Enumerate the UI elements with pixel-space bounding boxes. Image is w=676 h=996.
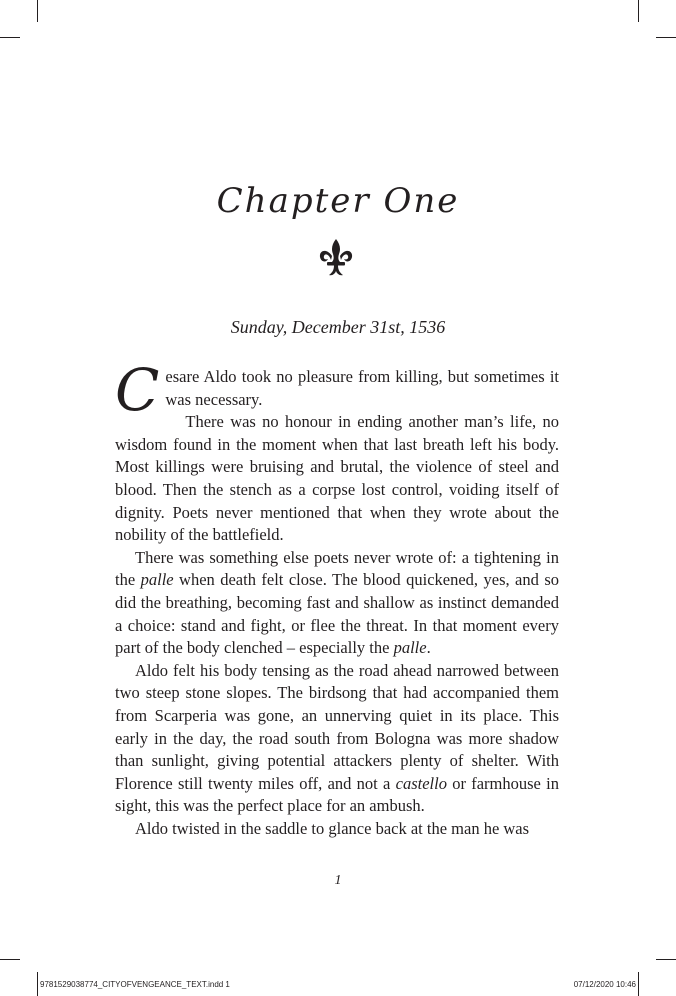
- crop-mark-bottom-left: [37, 972, 38, 996]
- crop-mark-bottom-left-h: [0, 959, 20, 960]
- italic-word: castello: [395, 773, 447, 793]
- crop-mark-bottom-right-h: [656, 959, 676, 960]
- slug-filename: 9781529038774_CITYOFVENGEANCE_TEXT.indd 1: [40, 980, 230, 989]
- chapter-title: Chapter One: [216, 180, 460, 221]
- paragraph-3: [115, 547, 559, 660]
- page-number: 1: [334, 873, 342, 888]
- italic-word: palle: [393, 638, 427, 658]
- body-text: [115, 356, 559, 840]
- paragraph-4: [115, 660, 559, 818]
- paragraph-1-text: esare Aldo took no pleasure from killing, but sometimes it was necessary.: [165, 367, 559, 409]
- crop-mark-bottom-right: [638, 972, 639, 996]
- drop-cap: C: [115, 356, 160, 424]
- fleur-de-lis-icon: [318, 238, 354, 280]
- italic-word: palle: [140, 570, 174, 590]
- paragraph-5: Aldo twisted in the saddle to glance back at the man he was: [135, 818, 530, 838]
- crop-mark-top-right-h: [656, 37, 676, 38]
- chapter-date: Sunday, December 31st, 1536: [230, 317, 446, 337]
- text-run: There was something else poets never wrote of: a tightening in the: [115, 547, 559, 590]
- text-run: when death felt close. The blood quickened, yes, and so did the breathing, becoming fast and shallow as instinct demanded a choice: stand and fight, or flee the threat. In that moment every part of the body clenched – especially the: [115, 570, 559, 658]
- text-run: Aldo felt his body tensing as the road ahead narrowed between two steep stone slopes. The birdsong that had accompanied them from Scarperia was gone, an unnerving quiet in its place. This early in the day, the road south from Bologna was more shadow than sunlight, giving potential attackers plenty of shelter. With Florence still twenty miles off, and not a: [115, 660, 559, 793]
- paragraph-1: [115, 356, 559, 424]
- text-run: .: [426, 638, 431, 658]
- crop-mark-top-left-h: [0, 37, 20, 38]
- text-run: or farmhouse in sight, this was the perfect place for an ambush.: [115, 773, 559, 816]
- crop-mark-top-left: [37, 0, 38, 22]
- paragraph-2: There was no honour in ending another man’s life, no wisdom found in the moment when that last breath left his body. Most killings were bruising and brutal, the violence of steel and blood. Then the stench as a corpse lost control, voiding itself of dignity. Poets never mentioned that when they wrote about the nobility of the battlefield.: [115, 412, 559, 545]
- crop-mark-top-right: [638, 0, 639, 22]
- slug-date: 07/12/2020 10:46: [573, 980, 636, 989]
